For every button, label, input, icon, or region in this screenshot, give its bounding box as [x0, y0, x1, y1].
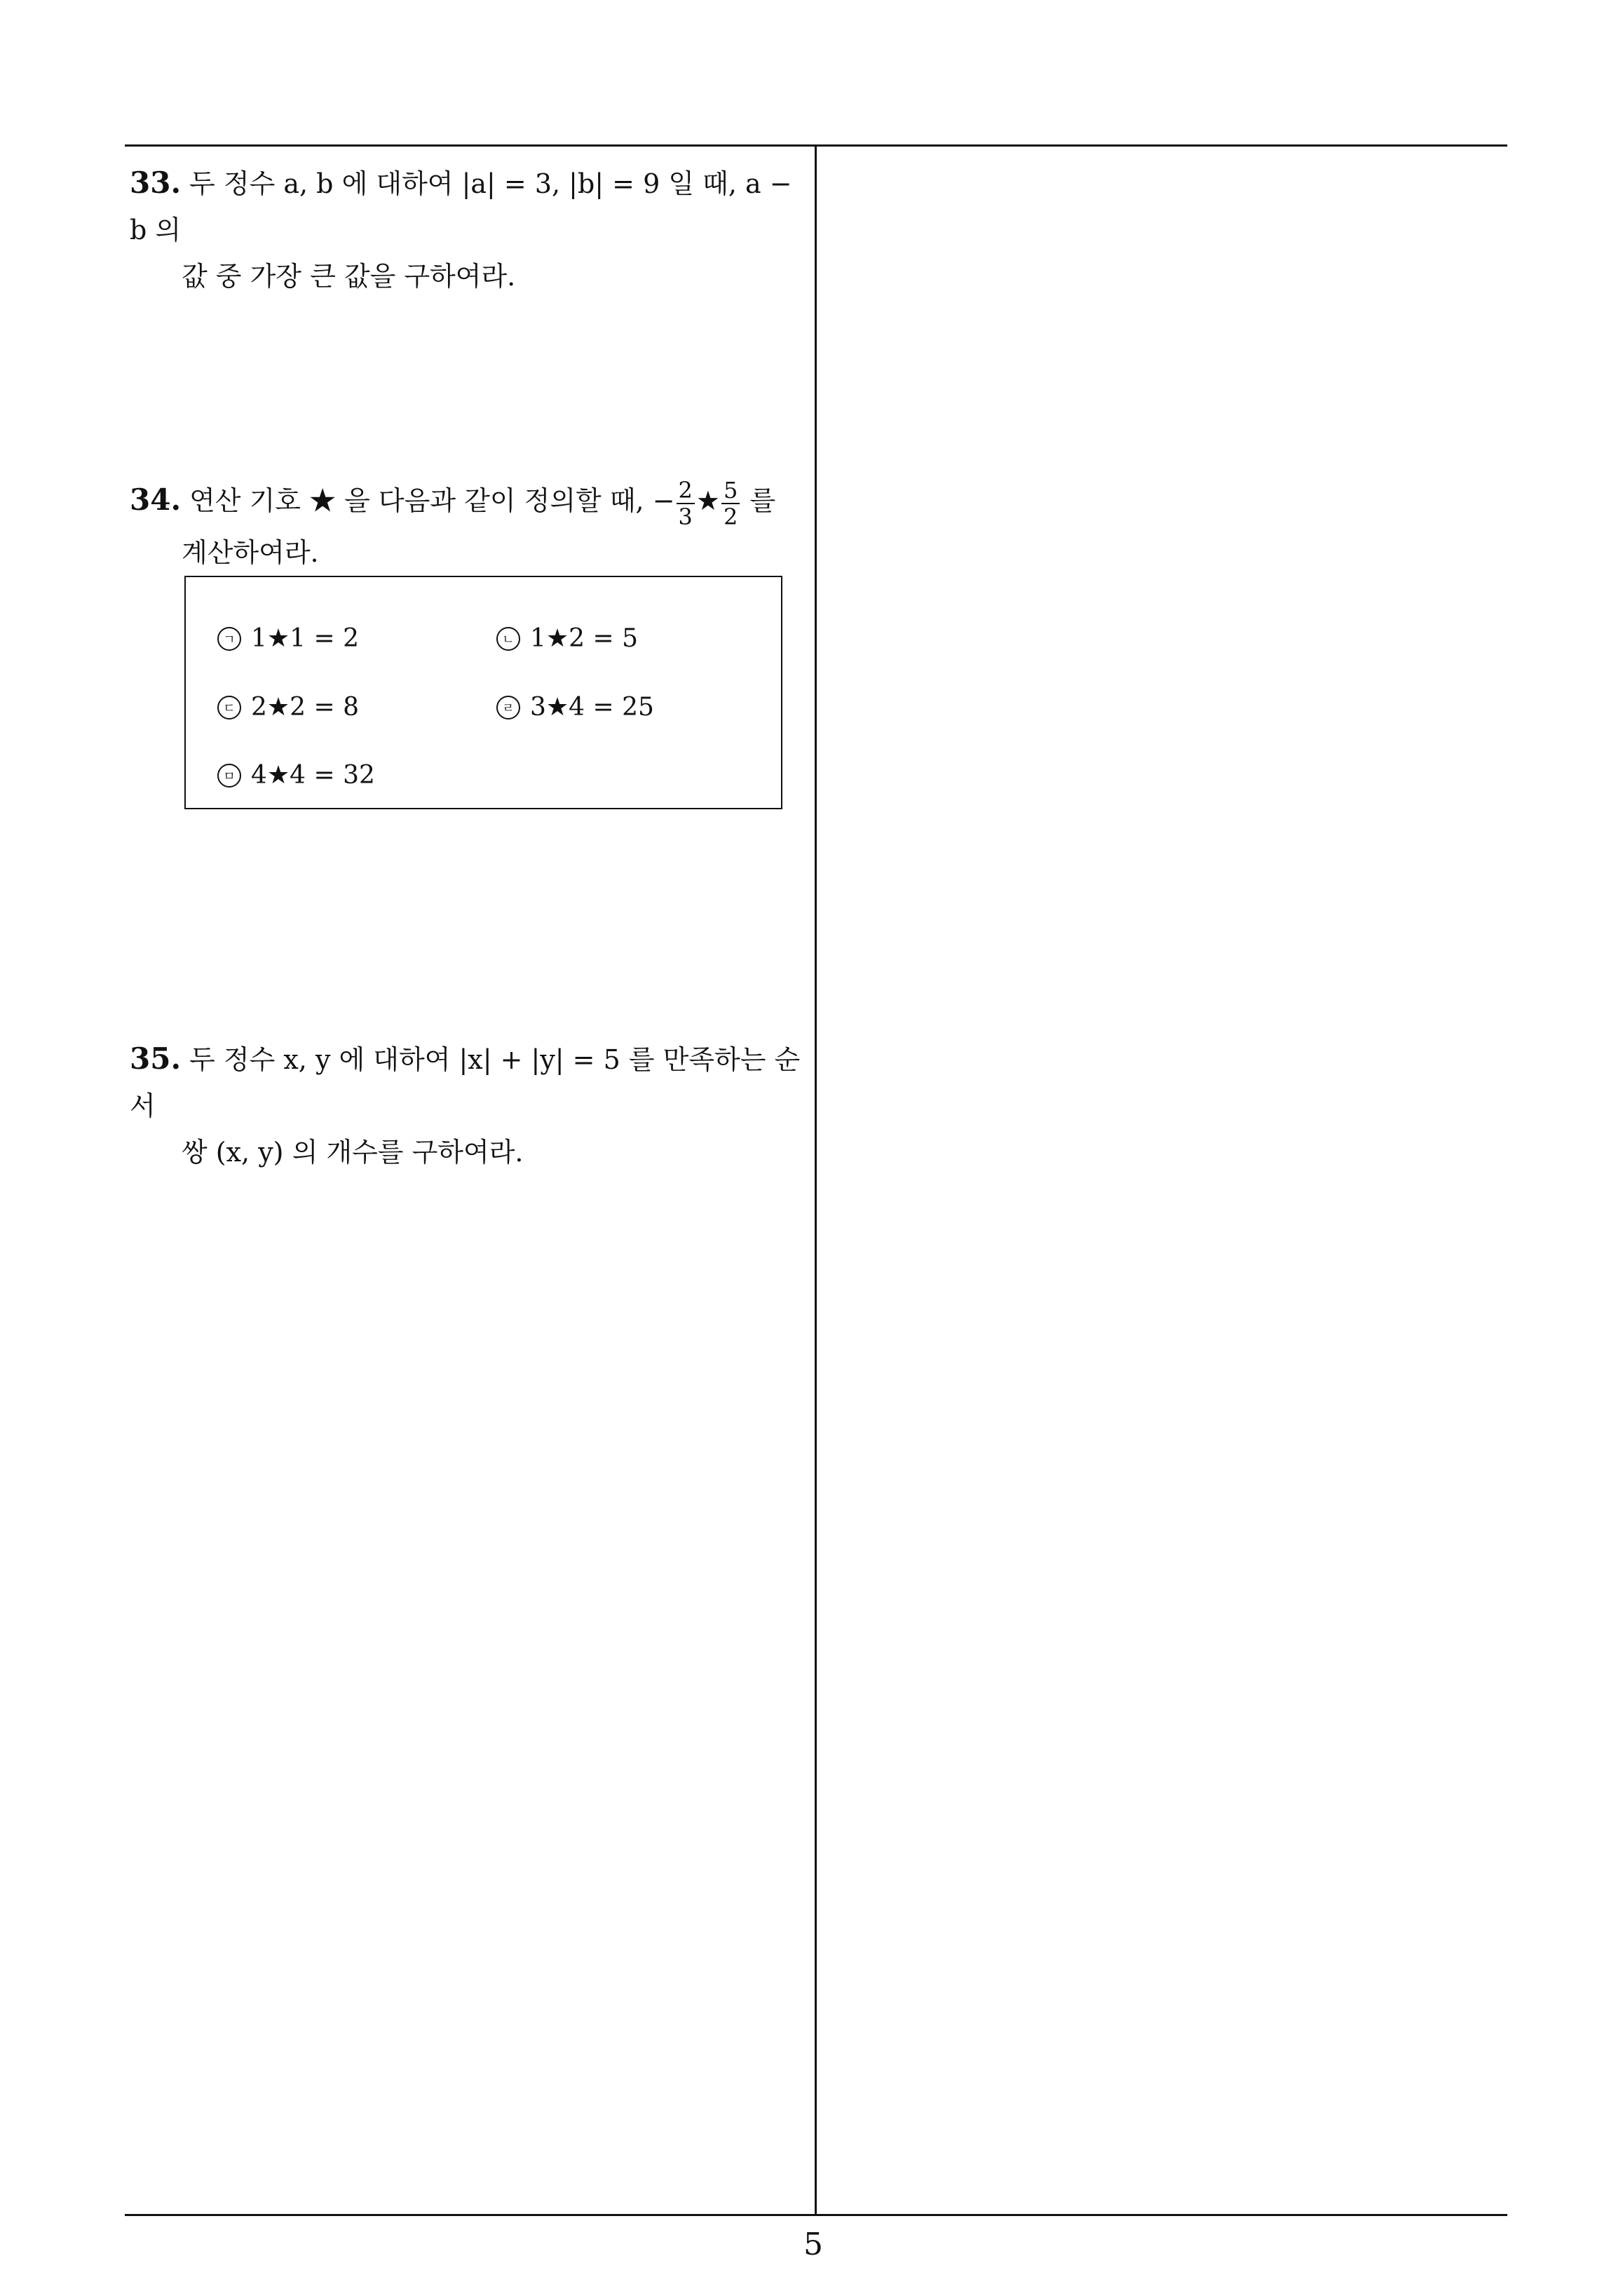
condition-item — [496, 693, 654, 722]
circled-label: ㄷ — [217, 696, 241, 720]
problem-35-line1 — [130, 1036, 803, 1129]
condition-item — [217, 693, 359, 722]
problem-34-line2: 계산하여라. — [182, 536, 319, 568]
condition-item — [217, 761, 375, 790]
problem-33-line2: 값 중 가장 큰 값을 구하여라. — [182, 261, 516, 292]
circled-label: ㄱ — [217, 627, 241, 651]
definition-box — [184, 576, 782, 809]
condition-expr: 3★4 = 25 — [530, 693, 654, 722]
problem-35 — [130, 1036, 803, 1175]
problem-text: 두 정수 a, b 에 대하여 |a| = 3, |b| = 9 일 때, a − b 의 — [130, 168, 792, 245]
problem-number: 34. — [130, 482, 182, 517]
condition-expr: 2★2 = 8 — [251, 693, 360, 722]
circled-label: ㅁ — [217, 764, 241, 788]
bottom-rule — [125, 2214, 1507, 2216]
problem-text-end: 를 — [749, 485, 776, 516]
condition-item — [496, 624, 638, 653]
condition-expr: 4★4 = 32 — [251, 761, 375, 790]
fraction-five-halves: $\frac{5}{2}$ — [721, 478, 740, 529]
condition-item — [217, 624, 359, 653]
problem-33 — [130, 160, 803, 299]
problem-34 — [130, 477, 803, 576]
fraction-two-thirds: $\frac{2}{3}$ — [677, 478, 695, 529]
circled-label: ㄹ — [496, 696, 520, 720]
condition-expr: 1★1 = 2 — [251, 624, 360, 653]
problem-35-line2: 쌍 (x, y) 의 개수를 구하여라. — [182, 1137, 524, 1168]
page-number: 5 — [803, 2227, 823, 2262]
condition-expr: 1★2 = 5 — [530, 624, 639, 653]
problem-text: 두 정수 x, y 에 대하여 |x| + |y| = 5 를 만족하는 순서 — [130, 1044, 801, 1121]
problem-33-line1 — [130, 160, 803, 253]
problem-number: 35. — [130, 1041, 182, 1076]
problem-number: 33. — [130, 166, 182, 200]
problem-34-line1 — [130, 477, 803, 529]
problem-text: 연산 기호 ★ 을 다음과 같이 정의할 때, − — [189, 485, 675, 516]
column-divider — [815, 144, 817, 2216]
star-symbol: ★ — [695, 485, 720, 516]
circled-label: ㄴ — [496, 627, 520, 651]
